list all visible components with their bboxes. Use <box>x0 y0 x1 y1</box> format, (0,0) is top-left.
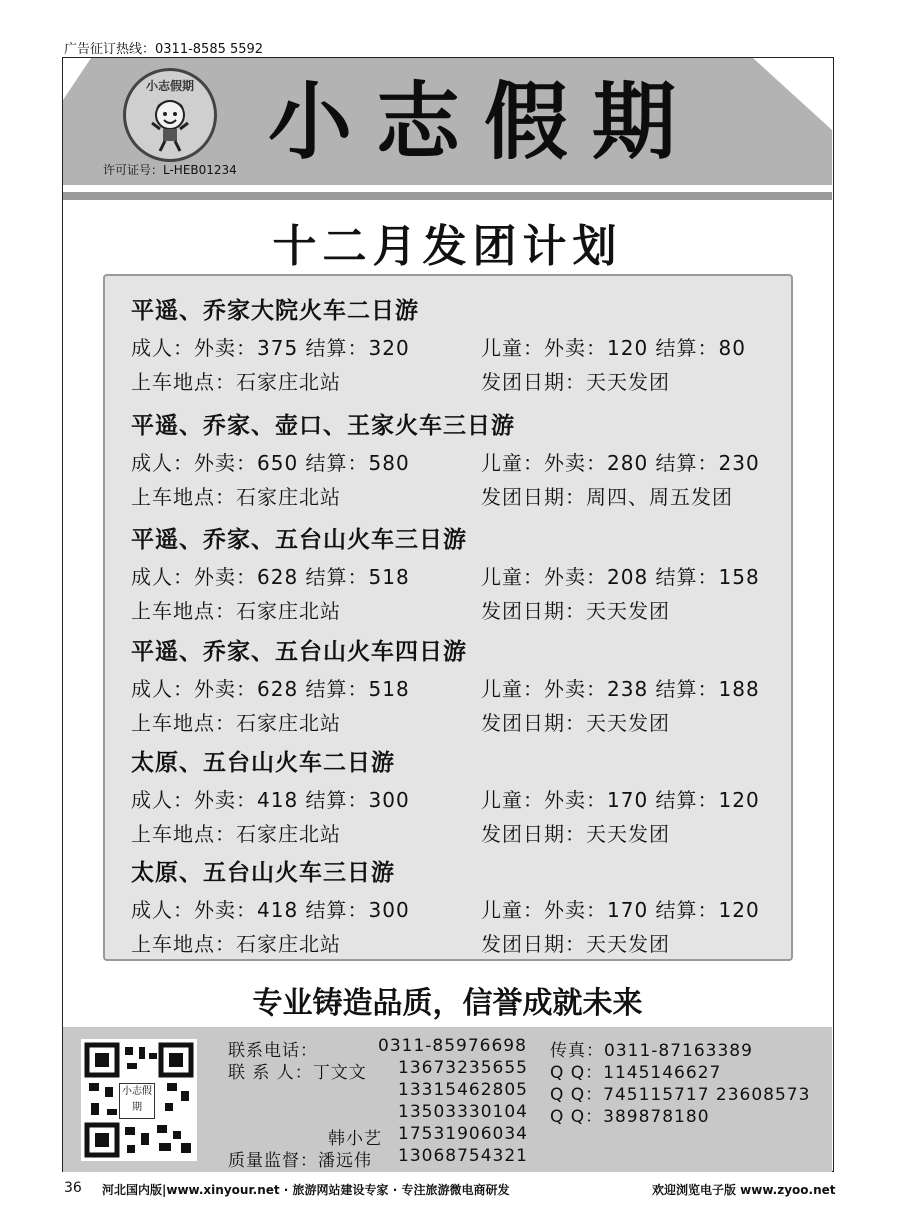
supervisor-name: 潘远伟 <box>318 1151 372 1171</box>
brand-title: 小志假期 <box>268 73 701 171</box>
adult-price: 成人：外卖：375 结算：320 <box>131 336 410 360</box>
header-divider <box>63 192 832 200</box>
route-name: 平遥、乔家、五台山火车三日游 <box>131 527 467 553</box>
route-item <box>131 854 771 966</box>
mobile-number: 13315462805 <box>398 1080 528 1100</box>
contact-person: 丁文文 <box>312 1063 367 1083</box>
qq-number: Q Q：389878180 <box>550 1107 710 1127</box>
adult-price: 成人：外卖：418 结算：300 <box>131 788 410 812</box>
route-name: 平遥、乔家、壶口、王家火车三日游 <box>131 413 515 439</box>
contact-person-label: 联 系 人： <box>228 1063 313 1083</box>
qr-code[interactable] <box>81 1039 197 1161</box>
plan-title: 十二月发团计划 <box>272 221 623 272</box>
child-price: 儿童：外卖：208 结算：158 <box>481 565 760 589</box>
header-banner <box>63 58 832 185</box>
child-price: 儿童：外卖：238 结算：188 <box>481 677 760 701</box>
contact-person: 韩小艺 <box>328 1129 382 1149</box>
page-number: 36 <box>64 1180 82 1196</box>
mobile-number: 13068754321 <box>398 1146 528 1166</box>
quality-supervision-label: 质量监督： <box>228 1151 318 1171</box>
boarding-location: 上车地点：石家庄北站 <box>131 370 341 394</box>
adult-price: 成人：外卖：650 结算：580 <box>131 451 410 475</box>
departure-date: 发团日期：天天发团 <box>481 932 670 956</box>
boarding-location: 上车地点：石家庄北站 <box>131 599 341 623</box>
brand-logo <box>123 68 217 162</box>
boarding-location: 上车地点：石家庄北站 <box>131 822 341 846</box>
qq-number: Q Q：1145146627 <box>550 1063 722 1083</box>
child-price: 儿童：外卖：170 结算：120 <box>481 898 760 922</box>
cartoon-boy-icon <box>126 71 214 159</box>
qq-number: Q Q：745115717 23608573 <box>550 1085 811 1105</box>
logo-text: 小志假期 <box>145 79 194 93</box>
route-name: 平遥、乔家、五台山火车四日游 <box>131 639 467 665</box>
route-item <box>131 744 771 856</box>
child-price: 儿童：外卖：120 结算：80 <box>481 336 746 360</box>
boarding-location: 上车地点：石家庄北站 <box>131 485 341 509</box>
footer-edition-text[interactable]: 河北国内版|www.xinyour.net · 旅游网站建设专家 · 专注旅游微电商研发 <box>102 1183 510 1197</box>
page-frame <box>62 57 834 1172</box>
route-item <box>131 292 771 404</box>
departure-date: 发团日期：天天发团 <box>481 711 670 735</box>
qr-center-logo: 小志假期 <box>119 1083 155 1119</box>
route-item <box>131 407 771 519</box>
mobile-number: 13503330104 <box>398 1102 528 1122</box>
adult-price: 成人：外卖：418 结算：300 <box>131 898 410 922</box>
route-item <box>131 521 771 633</box>
route-name: 平遥、乔家大院火车二日游 <box>131 298 419 324</box>
child-price: 儿童：外卖：170 结算：120 <box>481 788 760 812</box>
fax-number: 传真：0311-87163389 <box>550 1041 753 1061</box>
route-name: 太原、五台山火车三日游 <box>131 860 395 886</box>
slogan: 专业铸造品质，信誉成就未来 <box>252 986 643 1021</box>
contact-section <box>63 1027 832 1172</box>
license-number: 许可证号：L-HEB01234 <box>103 163 237 177</box>
boarding-location: 上车地点：石家庄北站 <box>131 932 341 956</box>
child-price: 儿童：外卖：280 结算：230 <box>481 451 760 475</box>
mobile-number: 13673235655 <box>398 1058 528 1078</box>
departure-date: 发团日期：天天发团 <box>481 822 670 846</box>
departure-date: 发团日期：天天发团 <box>481 370 670 394</box>
phone-label: 联系电话： <box>228 1041 318 1061</box>
mobile-number: 17531906034 <box>398 1124 528 1144</box>
ad-hotline: 广告征订热线：0311-8585 5592 <box>64 42 264 57</box>
adult-price: 成人：外卖：628 结算：518 <box>131 565 410 589</box>
route-name: 太原、五台山火车二日游 <box>131 750 395 776</box>
departure-date: 发团日期：天天发团 <box>481 599 670 623</box>
footer-website-link[interactable]: 欢迎浏览电子版 www.zyoo.net <box>652 1183 836 1197</box>
adult-price: 成人：外卖：628 结算：518 <box>131 677 410 701</box>
route-item <box>131 633 771 745</box>
boarding-location: 上车地点：石家庄北站 <box>131 711 341 735</box>
departure-date: 发团日期：周四、周五发团 <box>481 485 733 509</box>
route-list-panel <box>103 274 793 961</box>
phone-number: 0311-85976698 <box>378 1036 527 1056</box>
